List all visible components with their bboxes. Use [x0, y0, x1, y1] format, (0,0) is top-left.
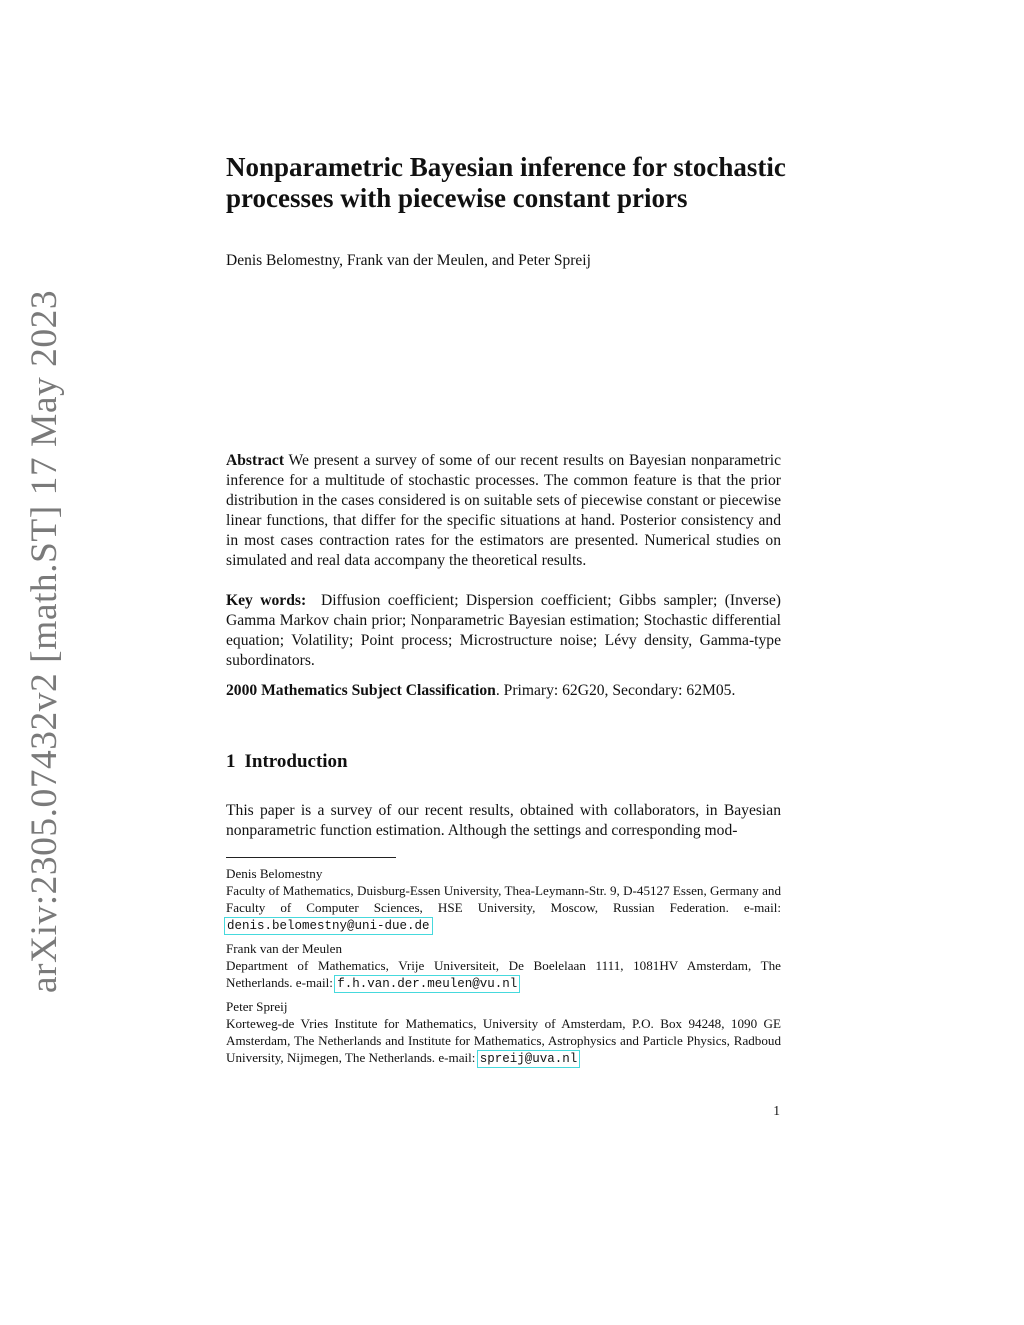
arxiv-stamp: [14, 289, 76, 993]
arxiv-id: arXiv:2305.07432v2 [math.ST] 17 May 2023: [24, 289, 66, 993]
footnote-author-name: Denis Belomestny: [226, 866, 323, 881]
footnote-affiliation: Korteweg-de Vries Institute for Mathematics, University of Amsterdam, P.O. Box 94248, 1090 GE Amsterdam, The Netherlands and Institute for Mathematics, Astrophysics and Particle Physics, Radboud University, Nijmegen, The Netherlands. e-mail:: [226, 1016, 781, 1065]
footnote-rule: [226, 857, 396, 858]
msc-label: 2000 Mathematics Subject Classification: [226, 682, 496, 699]
section-heading: [226, 751, 348, 773]
abstract: [226, 451, 781, 571]
keywords-label: Key words:: [226, 592, 307, 609]
footnote-affiliation: Faculty of Mathematics, Duisburg-Essen University, Thea-Leymann-Str. 9, D-45127 Essen, Germany and Faculty of Computer Sciences, HSE University, Moscow, Russian Federation. e-mail:: [226, 883, 781, 915]
paper-title: Nonparametric Bayesian inference for stochastic processes with piecewise constant priors: [226, 152, 786, 213]
abstract-label: Abstract: [226, 452, 285, 469]
footnote-affiliation: Department of Mathematics, Vrije Universiteit, De Boelelaan 1111, 1081HV Amsterdam, The Netherlands. e-mail:: [226, 958, 781, 990]
section-title: Introduction: [244, 751, 348, 772]
section-number: 1: [226, 751, 236, 772]
footnote-author-name: Frank van der Meulen: [226, 941, 342, 956]
abstract-text: We present a survey of some of our recent results on Bayesian nonparametric inference for a multitude of stochastic processes. The common feature is that the prior distribution in the cases considered is on suitable sets of piecewise constant or piecewise linear functions, that differ for the specific situations at hand. Posterior consistency and in most cases contraction rates for the estimators are presented. Numerical studies on simulated and real data accompany the theoretical results.: [226, 452, 781, 569]
author-list: Denis Belomestny, Frank van der Meulen, and Peter Spreij: [226, 252, 591, 269]
email-link[interactable]: f.h.van.der.meulen@vu.nl: [337, 977, 518, 991]
footnote-author-3: [226, 998, 781, 1068]
msc-text: . Primary: 62G20, Secondary: 62M05.: [495, 682, 736, 699]
keywords: [226, 591, 781, 671]
intro-paragraph: This paper is a survey of our recent results, obtained with collaborators, in Bayesian nonparametric function estimation. Although the settings and corresponding mod-: [226, 802, 781, 839]
email-link[interactable]: spreij@uva.nl: [479, 1052, 578, 1066]
keywords-text: Diffusion coefficient; Dispersion coefficient; Gibbs sampler; (Inverse) Gamma Markov chain prior; Nonparametric Bayesian estimation; Stochastic differential equation; Volatility; Point process; Microstructure noise; Lévy density, Gamma-type subordinators.: [226, 592, 781, 669]
footnote-author-1: [226, 865, 781, 935]
page-number: 1: [773, 1103, 780, 1118]
email-link[interactable]: denis.belomestny@uni-due.de: [227, 919, 430, 933]
footnote-author-2: [226, 940, 781, 993]
subject-classification: [226, 681, 735, 701]
footnote-author-name: Peter Spreij: [226, 999, 288, 1014]
